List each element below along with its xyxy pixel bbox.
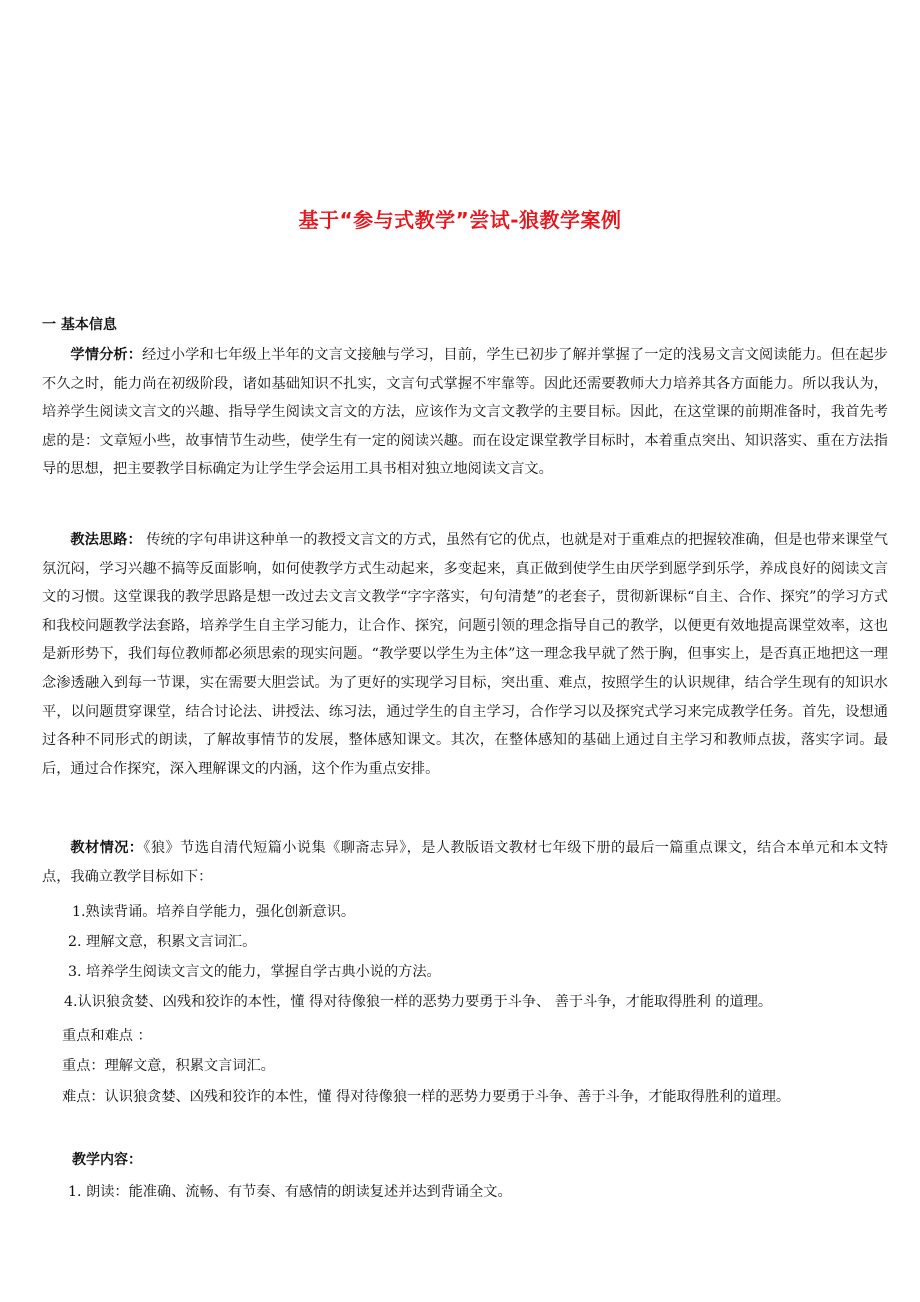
- goal-item-2: 2. 理解文意，积累文言词汇。: [68, 934, 257, 950]
- teaching-content-item-1: 1. 朗读：能准确、流畅、有节奏、有感情的朗读复述并达到背诵全文。: [68, 1184, 512, 1200]
- student-analysis-label: 学情分析：: [70, 347, 143, 363]
- student-analysis-text: 经过小学和七年级上半年的文言文接触与学习，目前，学生已初步了解并掌握了一定的浅易文言文阅读能力。但在起步不久之时，能力尚在初级阶段，诸如基础知识不扎实，文言句式掌握不牢靠等。因此还需要教师大力培养其各方面能力。所以我认为，培养学生阅读文言文的兴趣、指导学生阅读文言文的方法，应该作为文言文教学的主要目标。因此，在这堂课的前期准备时，我首先考虑的是：文章短小些，故事情节生动些，使学生有一定的阅读兴趣。而在设定课堂教学目标时，本着重点突出、知识落实、重在方法指导的思想，把主要教学目标确定为让学生学会运用工具书相对独立地阅读文言文。: [42, 347, 888, 478]
- goal-item-4: 4.认识狼贪婪、凶残和狡诈的本性，懂 得对待像狼一样的恶势力要勇于斗争、 善于斗争，才能取得胜利 的道理。: [64, 994, 773, 1010]
- goal-item-3: 3. 培养学生阅读文言文的能力，掌握自学古典小说的方法。: [68, 964, 441, 980]
- textbook-info-text: 《狼》节选自清代短篇小说集《聊斋志异》，是人教版语文教材七年级下册的最后一篇重点课文，结合本单元和本文特点，我确立教学目标如下：: [42, 840, 888, 885]
- paragraph-textbook-info: [42, 834, 888, 891]
- key-points-heading: 重点和难点 ：: [62, 1028, 152, 1044]
- key-point: 重点：理解文意，积累文言词汇。: [62, 1058, 275, 1074]
- goal-item-1: 1.熟读背诵。培养自学能力，强化创新意识。: [72, 904, 356, 920]
- difficulty-paragraph: 难点：认识狼贪婪、凶残和狡诈的本性，懂 得对待像狼一样的恶势力要勇于斗争、善于斗争，才能取得胜利的道理。: [62, 1089, 791, 1105]
- paragraph-teaching-method: [42, 526, 888, 783]
- teaching-content-heading: 教学内容：: [72, 1152, 142, 1168]
- paragraph-student-analysis: [42, 341, 888, 484]
- textbook-info-label: 教材情况：: [70, 840, 144, 856]
- document-title: 基于“参与式教学”尝试-狼教学案例: [298, 208, 622, 232]
- teaching-method-text: 传统的字句串讲这种单一的教授文言文的方式，虽然有它的优点，也就是对于重难点的把握较准确，但是也带来课堂气氛沉闷，学习兴趣不搞等反面影响，如何使教学方式生动起来，多变起来，真正做到使学生由厌学到愿学到乐学，养成良好的阅读文言文的习惯。这堂课我的教学思路是想一改过去文言文教学“字字落实，句句清楚”的老套子，贯彻新课标“自主、合作、探究”的学习方式和我校问题教学法套路，培养学生自主学习能力，让合作、探究，问题引领的理念指导自己的教学，以便更有效地提高课堂效率，这也是新形势下，我们每位教师都必须思索的现实问题。“教学要以学生为主体”这一理念我早就了然于胸，但事实上，是否真正地把这一理念渗透融入到每一节课，实在需要大胆尝试。为了更好的实现学习目标，突出重、难点，按照学生的认识规律，结合学生现有的知识水平，以问题贯穿课堂，结合讨论法、讲授法、练习法，通过学生的自主学习，合作学习以及探究式学习来完成教学任务。首先，设想通过各种不同形式的朗读，了解故事情节的发展，整体感知课文。其次，在整体感知的基础上通过自主学习和教师点拔，落实字词。最后，通过合作探究，深入理解课文的内涵，这个作为重点安排。: [42, 532, 888, 777]
- section-heading-basic-info: 一 基本信息: [42, 317, 117, 333]
- teaching-method-label: 教法思路：: [70, 532, 142, 548]
